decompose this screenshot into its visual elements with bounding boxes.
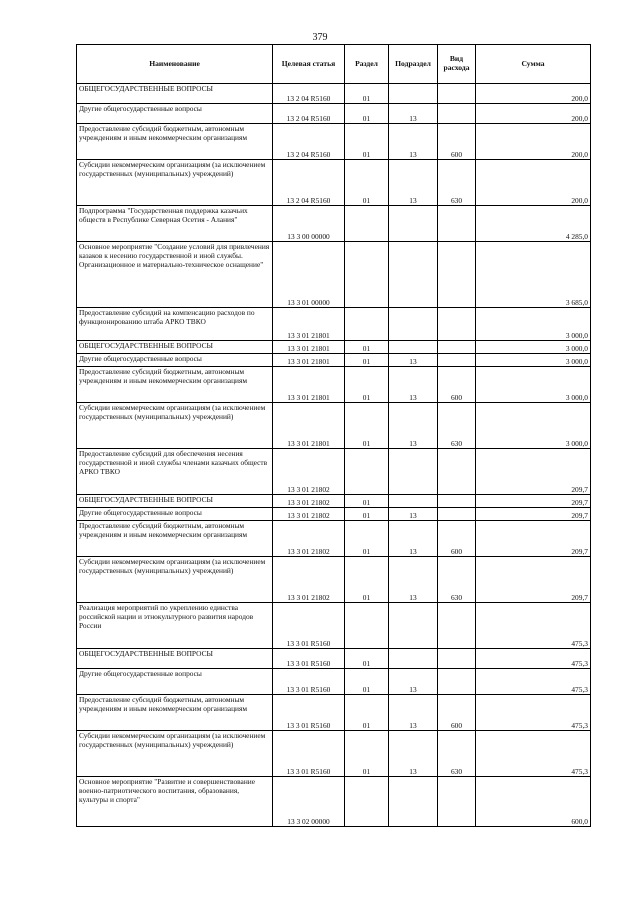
row-type: [438, 649, 476, 669]
row-type: 630: [438, 557, 476, 603]
row-sum: 3 685,0: [476, 242, 591, 308]
row-type: [438, 354, 476, 367]
row-subsection: 13: [389, 521, 438, 557]
row-sum: 209,7: [476, 557, 591, 603]
row-section: [345, 777, 389, 827]
row-code: 13 3 01 21802: [273, 449, 345, 495]
row-sum: 209,7: [476, 495, 591, 508]
row-code: 13 2 04 R5160: [273, 84, 345, 104]
row-section: 01: [345, 160, 389, 206]
row-name: Предоставление субсидий бюджетным, автономным учреждениям и иным некоммерческим организациям: [77, 521, 273, 557]
table-header-row: [77, 45, 591, 84]
row-code: 13 3 00 00000: [273, 206, 345, 242]
table-row: [77, 403, 591, 449]
row-code: 13 3 01 R5160: [273, 603, 345, 649]
row-type: [438, 104, 476, 124]
table-row: [77, 242, 591, 308]
row-section: 01: [345, 104, 389, 124]
row-code: 13 3 01 21802: [273, 508, 345, 521]
row-code: 13 3 02 00000: [273, 777, 345, 827]
row-section: 01: [345, 84, 389, 104]
row-subsection: [389, 777, 438, 827]
table-row: [77, 495, 591, 508]
table-row: [77, 731, 591, 777]
row-code: 13 2 04 R5160: [273, 124, 345, 160]
row-subsection: 13: [389, 695, 438, 731]
row-sum: 475,3: [476, 649, 591, 669]
row-section: [345, 308, 389, 341]
row-name: Основное мероприятие "Развитие и совершенствование военно-патриотического воспитания, образования, культуры и спорта": [77, 777, 273, 827]
budget-table: [76, 44, 591, 827]
header-section: Раздел: [345, 45, 389, 84]
row-type: 600: [438, 124, 476, 160]
row-section: 01: [345, 521, 389, 557]
row-code: 13 3 01 R5160: [273, 669, 345, 695]
header-type: Вид расхода: [438, 45, 476, 84]
row-type: 600: [438, 521, 476, 557]
row-name: ОБЩЕГОСУДАРСТВЕННЫЕ ВОПРОСЫ: [77, 649, 273, 669]
row-subsection: 13: [389, 354, 438, 367]
header-subsection: Подраздел: [389, 45, 438, 84]
row-code: 13 3 01 21801: [273, 403, 345, 449]
row-subsection: 13: [389, 104, 438, 124]
row-name: Субсидии некоммерческим организациям (за исключением государственных (муниципальных) учреждений): [77, 403, 273, 449]
row-type: [438, 449, 476, 495]
row-section: 01: [345, 695, 389, 731]
row-section: 01: [345, 124, 389, 160]
row-subsection: [389, 649, 438, 669]
table-row: [77, 449, 591, 495]
row-type: [438, 508, 476, 521]
row-name: Реализация мероприятий по укреплению единства российской нации и этнокультурного развития народов России: [77, 603, 273, 649]
header-code: Целевая статья: [273, 45, 345, 84]
row-name: Основное мероприятие "Создание условий для привлечения казаков к несению государственной и иной службы. Организационное и материально-техническое оснащение": [77, 242, 273, 308]
row-type: [438, 84, 476, 104]
row-section: 01: [345, 403, 389, 449]
row-sum: 200,0: [476, 160, 591, 206]
table-row: [77, 84, 591, 104]
table-body: [77, 84, 591, 827]
row-name: Предоставление субсидий бюджетным, автономным учреждениям и иным некоммерческим организациям: [77, 695, 273, 731]
row-section: [345, 242, 389, 308]
row-type: [438, 341, 476, 354]
row-subsection: [389, 449, 438, 495]
row-sum: 475,3: [476, 695, 591, 731]
row-section: 01: [345, 669, 389, 695]
table-row: [77, 557, 591, 603]
table-row: [77, 341, 591, 354]
row-type: [438, 242, 476, 308]
row-code: 13 3 01 R5160: [273, 649, 345, 669]
row-subsection: 13: [389, 669, 438, 695]
row-section: 01: [345, 649, 389, 669]
row-sum: 475,3: [476, 669, 591, 695]
row-code: 13 3 01 21802: [273, 557, 345, 603]
row-sum: 3 000,0: [476, 354, 591, 367]
row-section: [345, 449, 389, 495]
table-row: [77, 308, 591, 341]
row-subsection: [389, 308, 438, 341]
row-code: 13 3 01 21801: [273, 367, 345, 403]
row-type: 600: [438, 695, 476, 731]
row-subsection: [389, 84, 438, 104]
row-code: 13 3 01 R5160: [273, 695, 345, 731]
row-code: 13 3 01 00000: [273, 242, 345, 308]
row-name: ОБЩЕГОСУДАРСТВЕННЫЕ ВОПРОСЫ: [77, 84, 273, 104]
row-type: [438, 669, 476, 695]
row-code: 13 2 04 R5160: [273, 104, 345, 124]
table-row: [77, 124, 591, 160]
row-name: ОБЩЕГОСУДАРСТВЕННЫЕ ВОПРОСЫ: [77, 495, 273, 508]
row-sum: 200,0: [476, 124, 591, 160]
row-type: [438, 495, 476, 508]
row-sum: 209,7: [476, 508, 591, 521]
table-row: [77, 695, 591, 731]
row-sum: 200,0: [476, 104, 591, 124]
row-code: 13 3 01 21801: [273, 308, 345, 341]
row-subsection: [389, 341, 438, 354]
row-name: Предоставление субсидий бюджетным, автономным учреждениям и иным некоммерческим организациям: [77, 367, 273, 403]
page-number: 379: [312, 32, 328, 43]
row-type: [438, 308, 476, 341]
row-type: [438, 206, 476, 242]
row-subsection: 13: [389, 508, 438, 521]
row-subsection: 13: [389, 124, 438, 160]
row-name: Другие общегосударственные вопросы: [77, 104, 273, 124]
row-subsection: [389, 495, 438, 508]
table-row: [77, 521, 591, 557]
row-name: Другие общегосударственные вопросы: [77, 669, 273, 695]
table-row: [77, 669, 591, 695]
table-row: [77, 160, 591, 206]
table-row: [77, 104, 591, 124]
row-type: [438, 603, 476, 649]
header-sum: Сумма: [476, 45, 591, 84]
row-type: 630: [438, 731, 476, 777]
row-code: 13 2 04 R5160: [273, 160, 345, 206]
row-sum: 4 285,0: [476, 206, 591, 242]
row-name: Предоставление субсидий для обеспечения несения государственной и иной службы членами казачьих обществ АРКО ТВКО: [77, 449, 273, 495]
row-code: 13 3 01 R5160: [273, 731, 345, 777]
row-subsection: [389, 206, 438, 242]
row-section: 01: [345, 341, 389, 354]
table-row: [77, 603, 591, 649]
row-name: Субсидии некоммерческим организациям (за исключением государственных (муниципальных) учреждений): [77, 160, 273, 206]
row-name: Другие общегосударственные вопросы: [77, 354, 273, 367]
table-row: [77, 367, 591, 403]
table-row: [77, 508, 591, 521]
row-section: [345, 206, 389, 242]
row-subsection: [389, 242, 438, 308]
row-sum: 3 000,0: [476, 341, 591, 354]
row-name: Субсидии некоммерческим организациям (за исключением государственных (муниципальных) учреждений): [77, 731, 273, 777]
row-name: Предоставление субсидий на компенсацию расходов по функционированию штаба АРКО ТВКО: [77, 308, 273, 341]
row-sum: 209,7: [476, 449, 591, 495]
table-row: [77, 206, 591, 242]
table-row: [77, 354, 591, 367]
row-section: 01: [345, 557, 389, 603]
row-type: 630: [438, 160, 476, 206]
row-section: 01: [345, 508, 389, 521]
row-code: 13 3 01 21802: [273, 495, 345, 508]
row-name: Предоставление субсидий бюджетным, автономным учреждениям и иным некоммерческим организациям: [77, 124, 273, 160]
row-code: 13 3 01 21802: [273, 521, 345, 557]
row-section: 01: [345, 354, 389, 367]
row-type: 630: [438, 403, 476, 449]
row-code: 13 3 01 21801: [273, 354, 345, 367]
row-section: 01: [345, 367, 389, 403]
row-sum: 3 000,0: [476, 367, 591, 403]
row-sum: 3 000,0: [476, 403, 591, 449]
row-sum: 600,0: [476, 777, 591, 827]
row-section: 01: [345, 731, 389, 777]
row-subsection: [389, 603, 438, 649]
row-name: Субсидии некоммерческим организациям (за исключением государственных (муниципальных) учреждений): [77, 557, 273, 603]
row-subsection: 13: [389, 557, 438, 603]
row-subsection: 13: [389, 731, 438, 777]
row-sum: 475,3: [476, 731, 591, 777]
row-sum: 209,7: [476, 521, 591, 557]
row-subsection: 13: [389, 403, 438, 449]
row-subsection: 13: [389, 367, 438, 403]
row-name: Другие общегосударственные вопросы: [77, 508, 273, 521]
row-name: ОБЩЕГОСУДАРСТВЕННЫЕ ВОПРОСЫ: [77, 341, 273, 354]
row-section: [345, 603, 389, 649]
row-section: 01: [345, 495, 389, 508]
row-sum: 3 000,0: [476, 308, 591, 341]
table-row: [77, 649, 591, 669]
row-code: 13 3 01 21801: [273, 341, 345, 354]
header-name: Наименование: [77, 45, 273, 84]
row-name: Подпрограмма "Государственная поддержка казачьих обществ в Республике Северная Осетия - Алания": [77, 206, 273, 242]
row-sum: 200,0: [476, 84, 591, 104]
row-type: 600: [438, 367, 476, 403]
row-subsection: 13: [389, 160, 438, 206]
row-type: [438, 777, 476, 827]
table-row: [77, 777, 591, 827]
row-sum: 475,3: [476, 603, 591, 649]
